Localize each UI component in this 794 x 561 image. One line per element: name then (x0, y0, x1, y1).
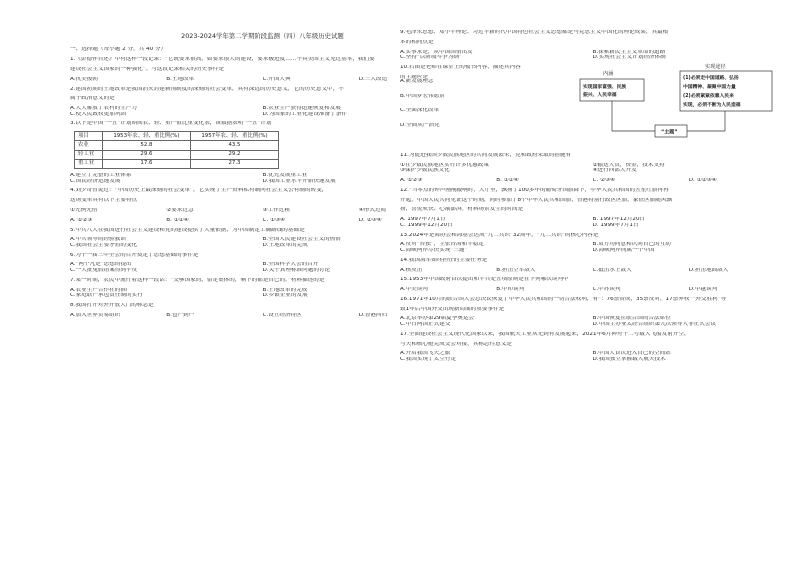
option-b: B.全国人民建设社会主义的热情 (262, 237, 341, 243)
option-a: A. ①②③ (70, 217, 93, 223)
option-d: D.担击地面敌人 (688, 267, 729, 273)
option-c: C.海峡两岸尽快实现“三通” (400, 247, 468, 253)
option-d: D.香港回归 (358, 312, 388, 318)
option-a: A.中美谈判 (400, 287, 428, 293)
question-16-line-2: 致1年后中国外交出现新局面的重要事件是 (400, 306, 505, 312)
question-2-line-1: 2.建国初期的土地改革是我国消灭封建剥削制度的深刻的社会变革，具有深远的历史意义，它的历史意义中，不 (70, 86, 344, 92)
right-column (400, 30, 785, 367)
option-b: B.中国恢复在联合国的合法席位 (592, 316, 671, 322)
production-ratio-table (74, 131, 279, 169)
question-4-options (70, 218, 455, 224)
option-c: C.一大批冤假错案得到平反 (70, 268, 138, 274)
question-13-options (400, 242, 785, 253)
path-box-line-2: 中国精神、凝聚中国力量 (683, 84, 736, 90)
question-2-options (70, 106, 455, 117)
option-c: C.我国实现了太空行走 (400, 356, 457, 362)
option-d: D.全面从严治党 (400, 122, 440, 128)
question-17-line-2: 与天和核心舱完成交会对接，其标志性意义是 (400, 341, 512, 347)
statement-item: ④进行西部大开发 (592, 168, 637, 174)
question-15: 15.1953年中国政府首次提出和平共处五项原则是在下列哪次谈判中 (400, 277, 569, 283)
question-10-line-2: 的主题应是 (400, 74, 428, 80)
option-a: A.农业生产合作社的推广 (70, 287, 132, 293)
option-d: D.关于真理标准问题的讨论 (262, 268, 331, 274)
option-b: B.包产到户 (166, 312, 195, 318)
statement-item: ③保护少数民族文化 (400, 168, 450, 174)
question-10-options (400, 79, 550, 137)
option-a: A.开启我国飞天之旅 (400, 351, 451, 357)
option-d: D. ①②③④ (688, 178, 717, 184)
content-box-line-2: 振兴、人民幸福 (583, 92, 617, 98)
option-b: B.土地改革 (166, 76, 195, 82)
option-a: A.大大解放了农村的生产力 (70, 106, 138, 112)
option-b: B. ①②④ (166, 217, 189, 223)
question-15-options (400, 287, 785, 293)
option-c: C.抵击水上敌人 (592, 267, 632, 273)
table-header-row (75, 132, 279, 141)
option-c: C.中日两国正式建交 (400, 322, 451, 328)
option-c: C.我国社会主要矛盾的变化 (70, 242, 138, 248)
option-d: D.我国工业水平开始快速发展 (262, 178, 336, 184)
option-d: D.中国主办亚太经合组织第九次领导人非正式会议 (592, 322, 717, 328)
option-b: B.探索新民主主义革命的道路 (592, 49, 666, 55)
option-d: D.三大改造 (358, 76, 388, 82)
option-c: C. ②③④ (592, 178, 616, 184)
question-12-options (400, 217, 785, 228)
statement-item: ②要求过急 (166, 207, 194, 213)
table-row (75, 141, 279, 150)
option-a: A.建立了完整的工业体系 (70, 173, 132, 178)
question-3-options (70, 173, 455, 184)
option-b: B.担击空军敌人 (496, 267, 536, 273)
question-13: 13.2024年是海协会和海基会达成“九二共识”32周年，“九二共识”的核心内容是 (400, 232, 599, 238)
question-5: 5.中共八大在我国进行社会主义建设和党的建设提供了大量依据，为中国制定工确路线的基础是 (70, 227, 305, 233)
table-row (75, 150, 279, 159)
question-7-options (70, 288, 455, 299)
option-b: B.中国梦宏伟愿景 (400, 93, 445, 99)
path-label: 实现途径 (705, 63, 726, 70)
option-a: A.加入世界贸易组织 (70, 312, 121, 318)
question-1-line-2: 建设社会主义国家的一种强化”。与这段记录相关的历史事件是 (70, 66, 224, 72)
table-cell: 重工业 (75, 159, 103, 168)
question-11: 11.为促进我国少数民族地区的共同发展繁荣，党和政府采取的措施有 (400, 152, 572, 158)
exam-title: 2023-2024学年第二学期阶段监测（四）八年级历史试题 (181, 32, 344, 40)
path-box-line-3: (2)必须紧紧依靠人民来 (683, 93, 734, 99)
table-cell: 17.6 (102, 159, 190, 168)
option-d: D.中越谈判 (688, 287, 718, 293)
statement-item: ③工作过粗 (262, 207, 290, 213)
option-a: A.“两个凡是”思想的提出 (70, 262, 132, 268)
question-4-line-2: 这场变革具有以下主要特点 (70, 198, 138, 204)
statement-item: ①先例先借 (70, 207, 98, 213)
left-column (70, 0, 455, 323)
table-cell: 43.5 (190, 141, 278, 150)
option-b: B.双方均同意和认同自己的互动 (592, 242, 671, 248)
option-c: C.使人民政权更加巩固 (70, 111, 127, 117)
question-9-options (400, 50, 785, 61)
option-c: C.国民经济迅速发展 (70, 178, 121, 184)
option-a: A.北京举办第29届夏季奥运会 (400, 316, 475, 322)
option-d: D. ②③④ (358, 217, 382, 223)
option-a: A.实事求是，从中国国情出发 (400, 49, 473, 55)
option-b: B.优先发展重工业 (262, 173, 308, 178)
question-17-line-1: 17.全面建设社会主义现代化国家以来，我国航天工业从无到有发展起来，2021年6月神舟十二号载人飞船发射升空， (400, 331, 690, 337)
path-box-line-4: 实现，必须不断为人民造福 (683, 102, 741, 108)
question-14-options (400, 268, 785, 274)
table-header: 1957年农、轻、重比例(%) (190, 132, 278, 141)
table-cell: 52.8 (102, 141, 190, 150)
table-cell: 27.3 (190, 159, 278, 168)
option-d: D.海峡两岸同属一个中国 (592, 247, 655, 253)
option-c: C.坚持“以阶级斗争为纲” (400, 55, 462, 61)
option-b: B. ①②④ (496, 178, 519, 184)
statement-item: ②输送人员，资金，技术支持 (592, 162, 665, 168)
option-c: C.全面深化改革 (400, 108, 440, 114)
option-a: A. 1997年7月1日 (400, 217, 446, 223)
option-a: A.新发展理念 (400, 78, 434, 84)
question-12-line-1: 12.“当零点的钟声刚刚敲响时，大厅里，飘扬了100多年的葡萄牙国旗降下，中华人民共和国的五星红旗冉冉 (400, 187, 669, 193)
question-11-items (400, 163, 785, 174)
question-5-options (70, 237, 455, 248)
option-d: D.乡镇企业的发展 (262, 293, 308, 299)
table-header: 1953年农、轻、重比例(%) (102, 132, 190, 141)
question-8: 8.我国打开对外开放大门的标志是 (70, 302, 154, 308)
table-cell: 29.2 (190, 150, 278, 159)
option-c: C. 1999年12月20日 (400, 222, 453, 228)
table-row (75, 159, 279, 168)
option-c: C.设立经济特区 (262, 312, 302, 318)
question-16-options (400, 316, 785, 327)
question-16-line-1: 16.1971年10月的联合国大会总决议恢复了中华人民共和国的一切合法权利，有“：76票赞成，35票反对，17票弃权”“外交胜利”导 (400, 296, 727, 302)
option-d: D.我国独立掌握载人航天技术 (592, 356, 666, 362)
question-4-items (70, 208, 455, 214)
question-2-line-2: 属于政治意义的是 (70, 96, 115, 102)
question-10 (400, 65, 785, 151)
question-12-line-3: 扬，喜悦欢快、心潮澎湃。”材料场景发生的时间是 (400, 207, 524, 213)
statement-item: ④形式过简 (358, 207, 387, 213)
option-a: A.中共领导的经验教训 (70, 237, 126, 243)
theme-box-label: “主题” (661, 129, 678, 136)
option-b: B.土地改革的完成 (262, 287, 308, 293)
path-box-line-1: (1)必须走中国道路、弘扬 (683, 75, 739, 81)
option-a: A. ①②③ (400, 178, 423, 184)
option-c: C.家庭联产承包责任制的实行 (70, 293, 143, 299)
question-10-line-1: 10.右图是老师在课堂上的板书内容，描述其内容 (400, 64, 521, 70)
option-b: B. 1997年12月20日 (592, 217, 646, 223)
statement-item: ①在少数民族地区实行许多优惠政策 (400, 162, 489, 168)
option-d: D.实现社会主义计划经济体制 (592, 55, 666, 61)
table-header: 项目 (75, 132, 103, 141)
section-heading: 一、选择题（每小题 2 分，共 40 分） (70, 47, 167, 53)
table-cell: 29.6 (102, 150, 190, 159)
question-7: 7.某一时期，农民中流行着这样一段话：“交够国家的，留足集体的，剩下的都是自己的。”材料描述的是 (70, 277, 325, 283)
question-3: 3.以下是中国“一五”计划期间农、轻、重产值比重变化表，该数据表明“一五”计划 (70, 121, 272, 127)
option-a: A.核反击 (400, 267, 423, 273)
option-d: D. 1999年7月1日 (592, 222, 639, 228)
question-9-line-2: 本的相同点是 (400, 39, 434, 45)
question-17-options (400, 351, 785, 362)
question-6-options (70, 262, 455, 273)
option-c: C.开国大典 (262, 76, 291, 82)
question-6: 6.为十一届三中全会的召开奠定了思想基础的事件是 (70, 252, 199, 258)
question-11-options (400, 178, 785, 184)
option-b: B.全国科学大会的召开 (262, 262, 319, 268)
question-1-line-1: 1.《彭德怀自述》中有这样一段记录：“它既要求很高，如要求很大的建设，要求极进度……不具美国主义见过基本，我们要 (70, 57, 375, 63)
question-12-line-2: 升起，中国人民共同见证这个时刻，同时参加了8个中华人民共和国旗，香港特别行政区区旗，象征区旗随风飘 (400, 197, 673, 203)
option-b: B.中国人首次进入自己的空间站 (592, 351, 671, 357)
option-c: C. ①③④ (262, 217, 286, 223)
question-1-options (70, 77, 455, 83)
question-8-options (70, 313, 455, 319)
option-c: C.中苏谈判 (592, 287, 621, 293)
question-4-line-1: 4.刘少奇曾说过：“中国历史上最深刻的社会变革”，它实现了生产资料私有制向社会主义公有制的转变， (70, 188, 328, 194)
blackboard-diagram (575, 63, 775, 151)
option-d: D.土地改革的完成 (262, 242, 308, 248)
table-cell: 轻工业 (75, 150, 103, 159)
option-a: A.反对“台独”，主张台海和平稳定 (400, 242, 485, 248)
table-cell: 农业 (75, 141, 103, 150)
question-9-line-1: 9.毛泽东思想、邓小平理论、习近平新时代中国特色社会主义思想都是马克思主义中国化的理论成果，其最根 (400, 30, 669, 35)
option-a: A.抗美援朝 (70, 76, 98, 82)
question-14: 14.我国海军始终担任的主要任务是 (400, 257, 488, 263)
option-d: D.为国家的工业化建设准备了条件 (262, 111, 347, 117)
option-b: B.农业生产获得迅速恢复和发展 (262, 106, 341, 112)
content-label: 内涵 (603, 70, 614, 77)
option-b: B.中印谈判 (496, 287, 525, 293)
content-box-line-1: 实现国家富强、民族 (583, 84, 627, 90)
